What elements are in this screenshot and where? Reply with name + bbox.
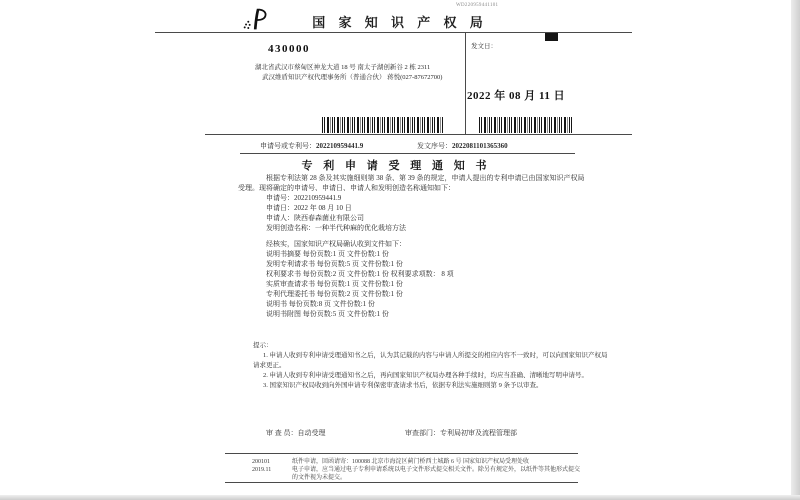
window-bottom-edge [0,495,800,500]
title-rule [240,153,575,154]
serial-number-barcode [479,117,572,133]
application-number-value: 202210959441.9 [316,142,364,150]
received-item: 说明书摘要 每份页数:1 页 文件份数:1 份 [266,249,389,258]
department-row: 审查部门：专利局初审及流程管理部 [405,429,517,437]
issuer-title: 国 家 知 识 产 权 局 [312,15,488,30]
note-line: 2. 申请人收到专利申请受理通知书之后，再向国家知识产权局办理各种手续时，均应当准确、清晰地写明申请号。 [263,372,588,379]
recipient-postcode: 430000 [268,43,310,55]
dispatch-date-value: 2022 年 08 月 11 日 [467,90,566,102]
received-item: 专利代理委托书 每份页数:2 页 文件份数:1 份 [266,290,403,299]
window-right-edge [791,0,800,500]
footer-top-rule [225,453,578,454]
footer-form-code: 200101 [252,459,270,465]
barcode-mark [545,33,558,41]
received-item: 实质审查请求书 每份页数:1 页 文件份数:1 份 [266,279,403,288]
recipient-agency: 武汉维盾知识产权代理事务所（普通合伙） 蒋悦(027-87672700) [262,74,443,81]
received-intro: 经核实，国家知识产权局确认收到文件如下： [266,239,406,248]
cnipa-logo-icon [242,7,269,32]
notes-section [238,341,608,391]
recipient-address: 湖北省武汉市蔡甸区神龙大道 18 号 南太子湖创新谷 2 栋 2311 [255,64,431,71]
footer-row [252,458,584,466]
dispatch-date-label: 发文日： [471,43,497,50]
intro-line: 根据专利法第 28 条及其实施细则第 38 条、第 39 条的规定，申请人提出的专利申请已由国家知识产权局 [266,174,585,182]
received-item: 说明书附图 每份页数:5 页 文件份数:1 份 [266,310,389,319]
note-line: 请求更正。 [253,362,286,369]
received-item: 说明书 每份页数:8 页 文件份数:1 份 [266,300,375,309]
document-title: 专 利 申 请 受 理 通 知 书 [301,160,491,172]
document-code: WD220959441101 [456,3,499,8]
note-line: 1. 申请人收到专利申请受理通知书之后，认为其记载的内容与申请人所提交的相应内容不一致时，可以向国家知识产权局 [263,352,608,359]
footer-form-text: 电子申请，应当通过电子专利申请系统以电子文件形式提交相关文件。除另有规定外，以纸件等其他形式提交的文件视为未提交。 [292,467,581,481]
received-item: 权利要求书 每份页数:2 页 文件份数:1 份 权利要求项数： 8 项 [266,269,454,278]
field-filing-date: 申请日：2022 年 08 月 10 日 [266,204,352,213]
application-number-label: 申请号或专利号： [260,142,316,150]
footer-form-code: 2019.11 [252,467,272,473]
barcode-rule [205,134,632,135]
notes-title: 提示： [253,342,273,349]
received-item: 发明专利请求书 每份页数:5 页 文件份数:1 份 [266,259,403,268]
examiner-row: 审 查 员：自动受理 [266,429,326,437]
application-number-barcode [322,117,443,133]
footer-form-text: 纸件申请，回函请寄：100088 北京市海淀区蓟门桥西土城路 6 号 国家知识产权局受理处收 [292,459,530,465]
serial-number-value: 2022081101365360 [452,142,508,150]
note-line: 3. 国家知识产权局收到向外国申请专利保密审查请求书后，依据专利法实施细则第 9 条予以审查。 [263,382,543,389]
serial-number-label: 发文序号： [417,142,452,150]
field-invention-title: 发明创造名称：一种半代种麻的优化栽培方法 [266,224,406,233]
form-footer [252,458,584,482]
serial-number-row [417,141,508,151]
footer-row [252,466,584,482]
field-application-number: 申请号：202210959441.9 [266,194,342,203]
application-number-row [260,141,363,151]
footer-bottom-rule [225,482,578,483]
notice-body [238,173,585,319]
intro-line: 受理。现将确定的申请号、申请日、申请人和发明创造名称通知如下： [238,184,455,193]
date-box-divider [465,32,466,134]
field-applicant: 申请人：陕西春森菌业有限公司 [266,214,364,223]
header-rule [155,32,632,33]
